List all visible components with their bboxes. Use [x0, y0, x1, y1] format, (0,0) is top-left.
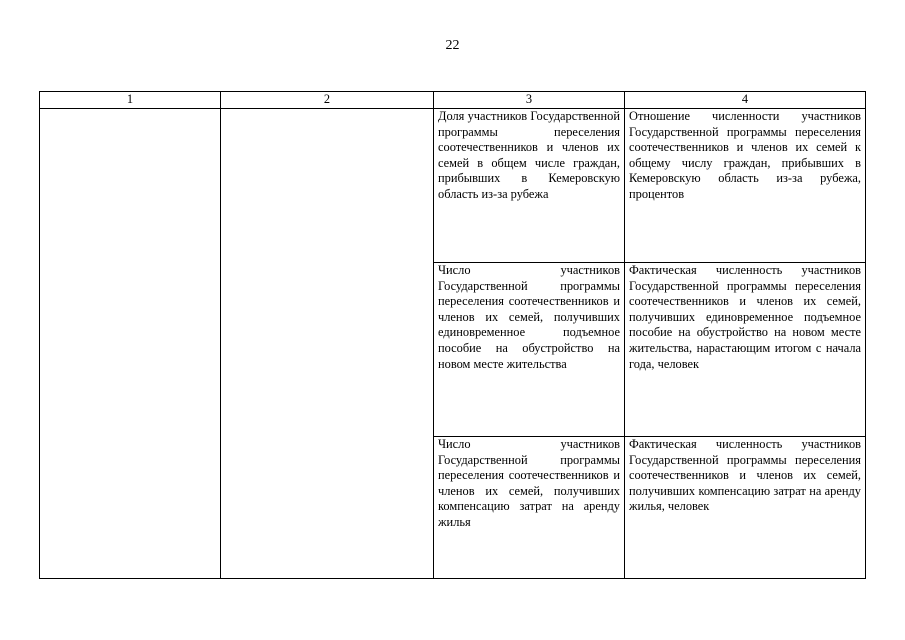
method-cell: Отношение численности участников Государственной программы переселения соотечественников и членов их семей к общему числу граждан, прибывших в Кемеровскую область из-за рубежа, процентов — [625, 109, 866, 263]
column-header-1: 1 — [40, 92, 221, 109]
indicators-table — [39, 91, 866, 579]
page-number: 22 — [445, 38, 460, 53]
column-2-cell — [221, 109, 434, 579]
column-1-cell — [40, 109, 221, 579]
method-cell: Фактическая численность участников Государственной программы переселения соотечественников и членов их семей, получивших единовременное подъемное пособие на обустройство на новом месте жительства, нарастающим итогом с начала года, человек — [625, 263, 866, 437]
column-header-2: 2 — [221, 92, 434, 109]
table-row — [40, 109, 866, 263]
column-header-3: 3 — [434, 92, 625, 109]
column-header-4: 4 — [625, 92, 866, 109]
indicator-cell: Число участников Государственной программы переселения соотечественников и членов их семей, получивших единовременное подъемное пособие на обустройство на новом месте жительства — [434, 263, 625, 437]
indicator-cell: Доля участников Государственной программы переселения соотечественников и членов их семей в общем числе граждан, прибывших в Кемеровскую область из-за рубежа — [434, 109, 625, 263]
method-cell: Фактическая численность участников Государственной программы переселения соотечественников и членов их семей, получивших компенсацию затрат на аренду жилья, человек — [625, 437, 866, 579]
indicator-cell: Число участников Государственной программы переселения соотечественников и членов их семей, получивших компенсацию затрат на аренду жилья — [434, 437, 625, 579]
table-header-row — [40, 92, 866, 109]
